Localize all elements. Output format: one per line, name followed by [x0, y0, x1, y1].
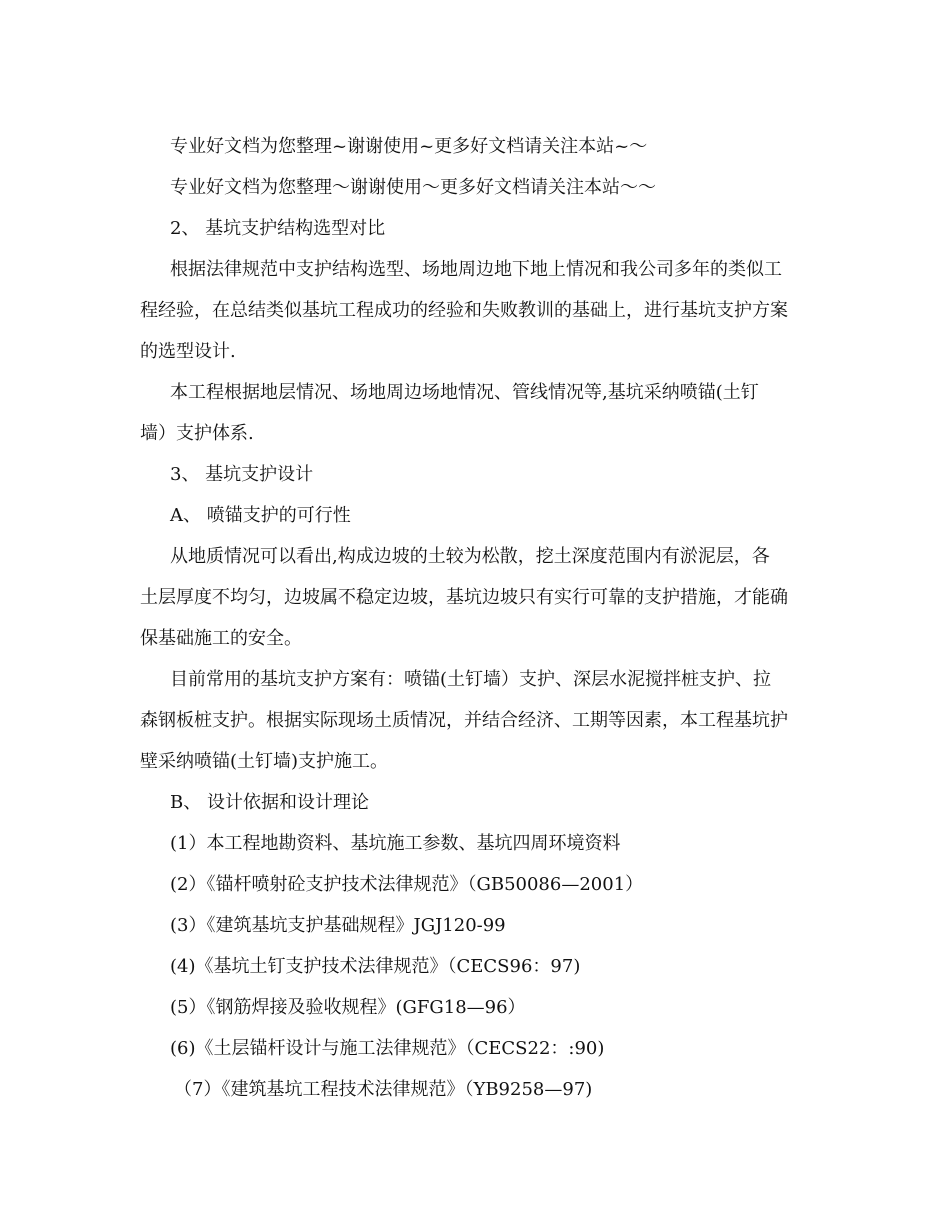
reference-item: (2）《锚杆喷射砼支护技术法律规范》（GB50086—2001） — [170, 874, 644, 895]
reference-item: (4)《基坑土钉支护技术法律规范》（CECS96：97) — [170, 956, 581, 977]
subsection-heading-b: B、 设计依据和设计理论 — [170, 792, 369, 813]
reference-item: (1）本工程地勘资料、基坑施工参数、基坑四周环境资料 — [170, 833, 621, 854]
document-body — [140, 126, 816, 1110]
section-heading-3: 3、 基坑支护设计 — [170, 464, 314, 485]
reference-item: (3）《建筑基坑支护基础规程》JGJ120-99 — [170, 915, 506, 936]
subsection-heading-a: A、 喷锚支护的可行性 — [170, 505, 351, 526]
paragraph-line: 根据法律规范中支护结构选型、场地周边地下地上情况和我公司多年的类似工 — [170, 259, 782, 280]
paragraph-line: 从地质情况可以看出,构成边坡的土较为松散，挖土深度范围内有淤泥层，各 — [170, 546, 770, 567]
paragraph-line: 土层厚度不均匀，边坡属不稳定边坡，基坑边坡只有实行可靠的支护措施，才能确 — [140, 587, 788, 608]
section-heading-2: 2、 基坑支护结构选型对比 — [170, 218, 386, 239]
paragraph-line: 壁采纳喷锚(土钉墙)支护施工。 — [140, 751, 389, 772]
paragraph-line: 森钢板桩支护。根据实际现场土质情况，并结合经济、工期等因素，本工程基坑护 — [140, 710, 788, 731]
paragraph-line: 墙）支护体系. — [140, 423, 254, 444]
reference-item: (6)《土层锚杆设计与施工法律规范》（CECS22：:90) — [170, 1038, 605, 1059]
paragraph-line: 保基础施工的安全。 — [140, 628, 302, 649]
paragraph-line: 的选型设计. — [140, 341, 236, 362]
reference-item: （7）《建筑基坑工程技术法律规范》（YB9258—97) — [174, 1079, 593, 1100]
header-note-line-2: 专业好文档为您整理～谢谢使用～更多好文档请关注本站～～ — [170, 177, 656, 198]
paragraph-line: 目前常用的基坑支护方案有：喷锚(土钉墙）支护、深层水泥搅拌桩支护、拉 — [170, 669, 772, 690]
paragraph-line: 本工程根据地层情况、场地周边场地情况、管线情况等,基坑采纳喷锚(土钉 — [170, 382, 759, 403]
paragraph-line: 程经验，在总结类似基坑工程成功的经验和失败教训的基础上，进行基坑支护方案 — [140, 300, 788, 321]
header-note-line-1: 专业好文档为您整理~谢谢使用~更多好文档请关注本站~～ — [170, 136, 648, 157]
reference-item: (5）《钢筋焊接及验收规程》(GFG18—96） — [170, 997, 526, 1018]
